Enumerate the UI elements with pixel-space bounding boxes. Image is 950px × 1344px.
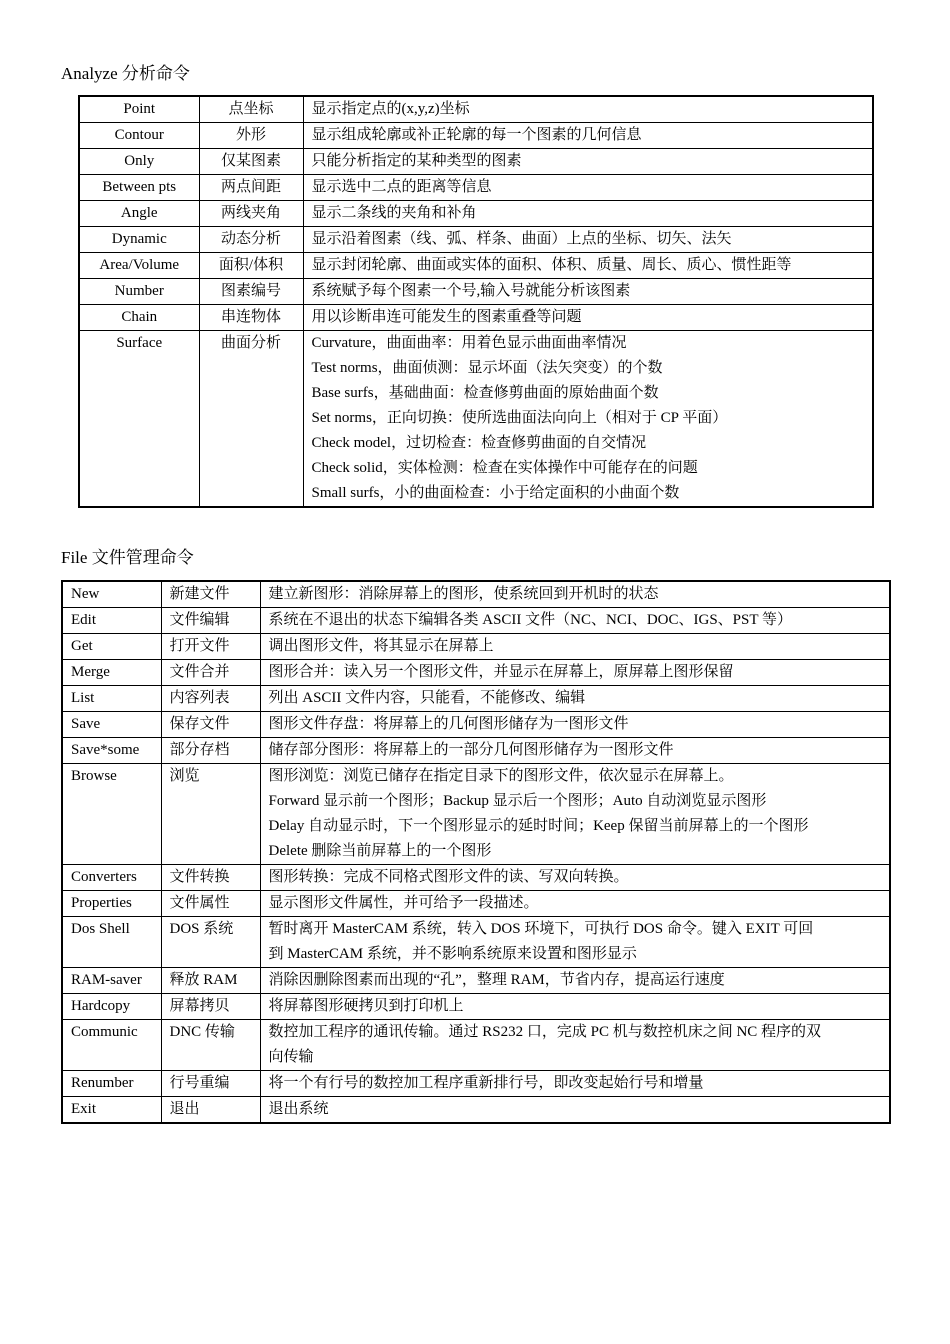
analyze-table-row bbox=[79, 279, 873, 305]
command-chinese-name-cell: 文件编辑 bbox=[161, 608, 260, 634]
file-table-row bbox=[62, 917, 890, 968]
command-description-cell bbox=[260, 1020, 890, 1071]
command-description-cell bbox=[303, 279, 873, 305]
command-name-cell: Surface bbox=[79, 331, 199, 508]
file-table-row bbox=[62, 865, 890, 891]
command-description-cell bbox=[303, 149, 873, 175]
file-table-row bbox=[62, 634, 890, 660]
file-table-row bbox=[62, 738, 890, 764]
file-table-row bbox=[62, 660, 890, 686]
command-name-cell: Hardcopy bbox=[62, 994, 161, 1020]
command-chinese-name-cell: 屏幕拷贝 bbox=[161, 994, 260, 1020]
analyze-table-row bbox=[79, 253, 873, 279]
command-chinese-name-cell: 点坐标 bbox=[199, 96, 303, 123]
description-line: 向传输 bbox=[268, 1049, 314, 1065]
command-description-cell bbox=[303, 331, 873, 508]
command-name-cell: Contour bbox=[79, 123, 199, 149]
command-description-cell bbox=[260, 891, 890, 917]
command-chinese-name-cell: 打开文件 bbox=[161, 634, 260, 660]
command-name-cell: Save*some bbox=[62, 738, 161, 764]
command-chinese-name-cell: 串连物体 bbox=[199, 305, 303, 331]
analyze-table-row bbox=[79, 201, 873, 227]
command-description-cell bbox=[303, 253, 873, 279]
command-chinese-name-cell: 文件属性 bbox=[161, 891, 260, 917]
description-line: 储存部分图形：将屏幕上的一部分几何图形储存为一图形文件 bbox=[268, 742, 674, 758]
file-table-row bbox=[62, 686, 890, 712]
command-name-cell: Save bbox=[62, 712, 161, 738]
analyze-command-table bbox=[78, 95, 874, 508]
description-line: 调出图形文件，将其显示在屏幕上 bbox=[268, 638, 494, 654]
analyze-table-row bbox=[79, 96, 873, 123]
description-line: Delay 自动显示时，下一个图形显示的延时时间；Keep 保留当前屏幕上的一个图形 bbox=[268, 818, 809, 834]
analyze-table-row bbox=[79, 175, 873, 201]
command-description-cell bbox=[260, 917, 890, 968]
description-line: 图形合并：读入另一个图形文件，并显示在屏幕上，原屏幕上图形保留 bbox=[268, 664, 734, 680]
command-name-cell: Area/Volume bbox=[79, 253, 199, 279]
description-line: Delete 删除当前屏幕上的一个图形 bbox=[268, 843, 492, 859]
command-name-cell: Angle bbox=[79, 201, 199, 227]
command-chinese-name-cell: 新建文件 bbox=[161, 581, 260, 608]
description-line: Forward 显示前一个图形；Backup 显示后一个图形；Auto 自动浏览显示图形 bbox=[268, 793, 767, 809]
file-table-row bbox=[62, 1071, 890, 1097]
analyze-section-title: Analyze 分析命令 bbox=[61, 64, 190, 83]
command-name-cell: Point bbox=[79, 96, 199, 123]
command-name-cell: Dynamic bbox=[79, 227, 199, 253]
command-description-cell bbox=[260, 634, 890, 660]
description-line: 将屏幕图形硬拷贝到打印机上 bbox=[268, 998, 464, 1014]
file-table-row bbox=[62, 712, 890, 738]
command-name-cell: Communic bbox=[62, 1020, 161, 1071]
command-chinese-name-cell: 释放 RAM bbox=[161, 968, 260, 994]
command-description-cell bbox=[260, 764, 890, 865]
command-name-cell: Only bbox=[79, 149, 199, 175]
file-table-row bbox=[62, 764, 890, 865]
description-line: 图形转换：完成不同格式图形文件的读、写双向转换。 bbox=[268, 869, 629, 885]
command-chinese-name-cell: 图素编号 bbox=[199, 279, 303, 305]
command-chinese-name-cell: DOS 系统 bbox=[161, 917, 260, 968]
file-table-row bbox=[62, 581, 890, 608]
command-chinese-name-cell: 内容列表 bbox=[161, 686, 260, 712]
command-description-cell bbox=[260, 581, 890, 608]
description-line: Check solid，实体检测：检查在实体操作中可能存在的问题 bbox=[311, 460, 698, 476]
command-chinese-name-cell: 退出 bbox=[161, 1097, 260, 1124]
command-description-cell bbox=[260, 994, 890, 1020]
description-line: 用以诊断串连可能发生的图素重叠等问题 bbox=[311, 309, 582, 325]
command-description-cell bbox=[260, 738, 890, 764]
command-name-cell: Properties bbox=[62, 891, 161, 917]
file-table-row bbox=[62, 968, 890, 994]
command-description-cell bbox=[260, 608, 890, 634]
file-table-row bbox=[62, 891, 890, 917]
command-name-cell: Renumber bbox=[62, 1071, 161, 1097]
description-line: 列出 ASCII 文件内容，只能看，不能修改、编辑 bbox=[268, 690, 586, 706]
description-line: Curvature，曲面曲率：用着色显示曲面曲率情况 bbox=[311, 335, 627, 351]
file-section-title: File 文件管理命令 bbox=[61, 548, 194, 567]
command-chinese-name-cell: 外形 bbox=[199, 123, 303, 149]
command-description-cell bbox=[303, 227, 873, 253]
command-description-cell bbox=[303, 201, 873, 227]
description-line: 显示二条线的夹角和补角 bbox=[311, 205, 477, 221]
command-chinese-name-cell: 保存文件 bbox=[161, 712, 260, 738]
analyze-table-row bbox=[79, 123, 873, 149]
description-line: 显示选中二点的距离等信息 bbox=[311, 179, 492, 195]
command-chinese-name-cell: 仅某图素 bbox=[199, 149, 303, 175]
description-line: 系统赋予每个图素一个号,输入号就能分析该图素 bbox=[311, 283, 631, 299]
command-chinese-name-cell: 行号重编 bbox=[161, 1071, 260, 1097]
command-description-cell bbox=[260, 660, 890, 686]
description-line: 图形文件存盘：将屏幕上的几何图形储存为一图形文件 bbox=[268, 716, 629, 732]
description-line: 显示沿着图素（线、弧、样条、曲面）上点的坐标、切矢、法矢 bbox=[311, 231, 732, 247]
command-name-cell: Converters bbox=[62, 865, 161, 891]
file-table-row bbox=[62, 608, 890, 634]
analyze-table-row bbox=[79, 149, 873, 175]
command-chinese-name-cell: 文件转换 bbox=[161, 865, 260, 891]
description-line: 将一个有行号的数控加工程序重新排行号，即改变起始行号和增量 bbox=[268, 1075, 704, 1091]
command-chinese-name-cell: 面积/体积 bbox=[199, 253, 303, 279]
command-description-cell bbox=[303, 96, 873, 123]
description-line: 建立新图形：消除屏幕上的图形，使系统回到开机时的状态 bbox=[268, 586, 659, 602]
description-line: 退出系统 bbox=[268, 1101, 329, 1117]
command-chinese-name-cell: 文件合并 bbox=[161, 660, 260, 686]
command-name-cell: Get bbox=[62, 634, 161, 660]
command-name-cell: List bbox=[62, 686, 161, 712]
file-command-table bbox=[61, 580, 891, 1124]
file-table-row bbox=[62, 1020, 890, 1071]
command-description-cell bbox=[303, 305, 873, 331]
command-name-cell: New bbox=[62, 581, 161, 608]
description-line: 显示组成轮廓或补正轮廓的每一个图素的几何信息 bbox=[311, 127, 642, 143]
description-line: 消除因删除图素而出现的“孔”，整理 RAM，节省内存，提高运行速度 bbox=[268, 972, 725, 988]
command-chinese-name-cell: 动态分析 bbox=[199, 227, 303, 253]
command-name-cell: Merge bbox=[62, 660, 161, 686]
description-line: 暂时离开 MasterCAM 系统，转入 DOS 环境下，可执行 DOS 命令。键入 EXIT 可回 bbox=[268, 921, 814, 937]
description-line: 到 MasterCAM 系统，并不影响系统原来设置和图形显示 bbox=[268, 946, 637, 962]
description-line: 显示指定点的(x,y,z)坐标 bbox=[311, 101, 470, 117]
description-line: 系统在不退出的状态下编辑各类 ASCII 文件（NC、NCI、DOC、IGS、PST 等） bbox=[268, 612, 793, 628]
description-line: Small surfs，小的曲面检查：小于给定面积的小曲面个数 bbox=[311, 485, 680, 501]
description-line: Base surfs，基础曲面：检查修剪曲面的原始曲面个数 bbox=[311, 385, 659, 401]
description-line: 只能分析指定的某种类型的图素 bbox=[311, 153, 522, 169]
command-chinese-name-cell: 两点间距 bbox=[199, 175, 303, 201]
file-table-row bbox=[62, 994, 890, 1020]
description-line: Check model，过切检查：检查修剪曲面的自交情况 bbox=[311, 435, 647, 451]
description-line: 显示封闭轮廓、曲面或实体的面积、体积、质量、周长、质心、惯性距等 bbox=[311, 257, 792, 273]
command-name-cell: Exit bbox=[62, 1097, 161, 1124]
command-chinese-name-cell: 部分存档 bbox=[161, 738, 260, 764]
command-name-cell: Between pts bbox=[79, 175, 199, 201]
command-name-cell: Chain bbox=[79, 305, 199, 331]
command-description-cell bbox=[260, 1097, 890, 1124]
command-name-cell: Browse bbox=[62, 764, 161, 865]
command-description-cell bbox=[260, 865, 890, 891]
description-line: 图形浏览：浏览已储存在指定目录下的图形文件，依次显示在屏幕上。 bbox=[268, 768, 734, 784]
command-description-cell bbox=[260, 686, 890, 712]
command-name-cell: Edit bbox=[62, 608, 161, 634]
command-chinese-name-cell: 曲面分析 bbox=[199, 331, 303, 508]
command-name-cell: Dos Shell bbox=[62, 917, 161, 968]
command-description-cell bbox=[260, 1071, 890, 1097]
command-chinese-name-cell: 浏览 bbox=[161, 764, 260, 865]
command-chinese-name-cell: DNC 传输 bbox=[161, 1020, 260, 1071]
command-description-cell bbox=[303, 175, 873, 201]
command-name-cell: RAM-saver bbox=[62, 968, 161, 994]
analyze-table-row bbox=[79, 305, 873, 331]
file-table-row bbox=[62, 1097, 890, 1124]
description-line: 数控加工程序的通讯传输。通过 RS232 口，完成 PC 机与数控机床之间 NC 程序的双 bbox=[268, 1024, 822, 1040]
command-description-cell bbox=[260, 712, 890, 738]
description-line: 显示图形文件属性，并可给予一段描述。 bbox=[268, 895, 539, 911]
command-description-cell bbox=[303, 123, 873, 149]
analyze-table-row bbox=[79, 331, 873, 508]
analyze-table-row bbox=[79, 227, 873, 253]
description-line: Set norms，正向切换：使所选曲面法向向上（相对于 CP 平面） bbox=[311, 410, 728, 426]
command-chinese-name-cell: 两线夹角 bbox=[199, 201, 303, 227]
description-line: Test norms，曲面侦测：显示坏面（法矢突变）的个数 bbox=[311, 360, 663, 376]
command-name-cell: Number bbox=[79, 279, 199, 305]
command-description-cell bbox=[260, 968, 890, 994]
